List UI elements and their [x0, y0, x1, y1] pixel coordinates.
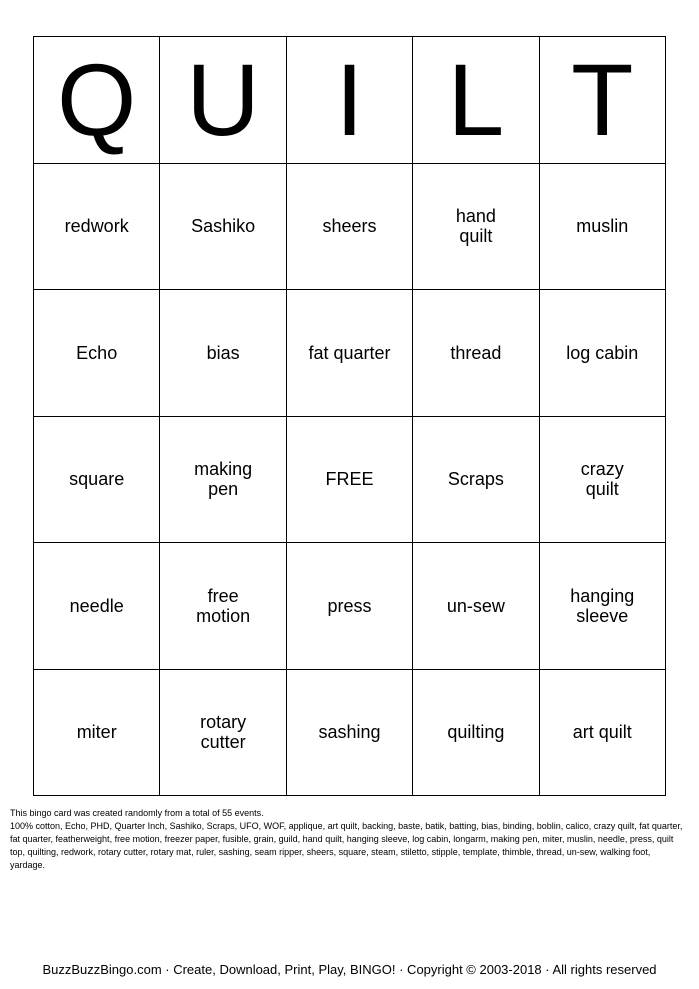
bingo-cell: Sashiko: [160, 164, 286, 291]
bingo-cell: un-sew: [413, 543, 539, 670]
card-notes-events: 100% cotton, Echo, PHD, Quarter Inch, Sashiko, Scraps, UFO, WOF, applique, art quilt, backing, baste, batik, batting, bias, binding, boblin, calico, crazy quilt, fat quarter, fat quarter, featherweight, free motion, freezer paper, fusible, grain, guild, hand quilt, hanging sleeve, log cabin, longarm, making pen, miter, muslin, needle, press, quilt top, quilting, redwork, rotary cutter, rotary mat, ruler, sashing, seam ripper, sheers, square, steam, stiletto, stipple, template, thimble, thread, un-sew, walking foot, yardage.: [10, 821, 683, 870]
bingo-cell: press: [287, 543, 413, 670]
bingo-cell: bias: [160, 290, 286, 417]
header-cell-q: Q: [34, 37, 160, 164]
bingo-cell: quilting: [413, 670, 539, 797]
bingo-cell: Echo: [34, 290, 160, 417]
bingo-cell: hanging sleeve: [540, 543, 666, 670]
bingo-cell: sheers: [287, 164, 413, 291]
header-cell-l: L: [413, 37, 539, 164]
bingo-cell: thread: [413, 290, 539, 417]
bingo-cell: needle: [34, 543, 160, 670]
bingo-cell: muslin: [540, 164, 666, 291]
header-cell-i: I: [287, 37, 413, 164]
bingo-cell: hand quilt: [413, 164, 539, 291]
card-notes-intro: This bingo card was created randomly from a total of 55 events.: [10, 808, 264, 818]
bingo-cell: fat quarter: [287, 290, 413, 417]
header-cell-u: U: [160, 37, 286, 164]
bingo-card: [33, 36, 666, 796]
bingo-cell: making pen: [160, 417, 286, 544]
bingo-cell: rotary cutter: [160, 670, 286, 797]
card-notes: [10, 807, 686, 872]
bingo-cell: Scraps: [413, 417, 539, 544]
bingo-cell: sashing: [287, 670, 413, 797]
bingo-cell: free motion: [160, 543, 286, 670]
bingo-cell: miter: [34, 670, 160, 797]
bingo-cell: art quilt: [540, 670, 666, 797]
bingo-cell: redwork: [34, 164, 160, 291]
bingo-cell: log cabin: [540, 290, 666, 417]
free-cell: FREE: [287, 417, 413, 544]
bingo-cell: square: [34, 417, 160, 544]
header-cell-t: T: [540, 37, 666, 164]
site-footer: BuzzBuzzBingo.com · Create, Download, Print, Play, BINGO! · Copyright © 2003-2018 · All rights reserved: [42, 962, 657, 977]
bingo-cell: crazy quilt: [540, 417, 666, 544]
